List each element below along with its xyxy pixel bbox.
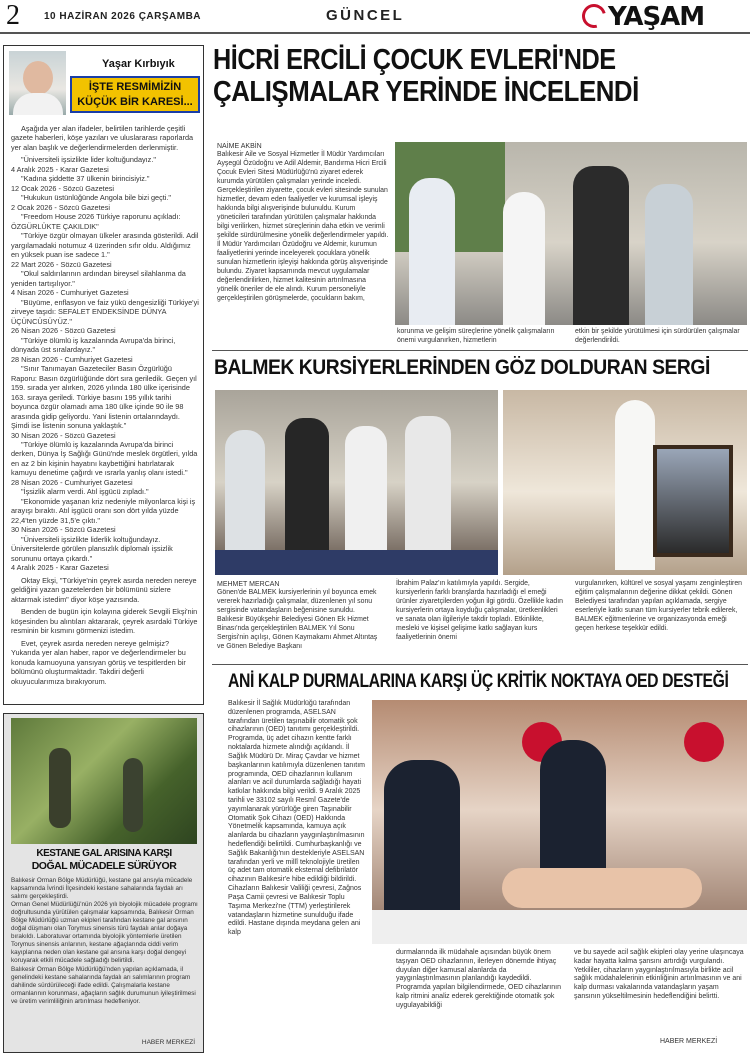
oed-text-right: ve bu sayede acil sağlık ekipleri olay yerine ulaşıncaya kadar hayatta kalma şansını artırdığı vurgulandı. Yetkililer, cihazların yaygınlaştırılmasıyla birlikte acil sağlık müdahalelerinin etkinliğinin artırılmasının ve ani kalp durması vakalarında vatandaşların yaşam şansının yükseltilmesinin hedeflendiğini belirtti.	[574, 949, 744, 1001]
cocuk-byline: NAİME AKBİN	[217, 143, 262, 150]
balmek-col2	[396, 580, 564, 643]
oed-photo	[372, 700, 747, 944]
cocuk-photo	[395, 142, 747, 325]
balmek-col3	[575, 580, 747, 634]
cocuk-body-part3: etkin bir şekilde yürütülmesi için sürdürülen çalışmalar değerlendirildi.	[575, 328, 740, 344]
quote-item: "Türkiye ölümlü iş kazalarında Avrupa'da birinci, dünyada üst sıralardayız." 28 Nisan 2026 - Cumhuriyet Gazetesi	[11, 335, 176, 364]
balmek-text-2: İbrahim Palaz'ın katılımıyla yapıldı. Sergide, kursiyerlerin farklı branşlarda hazırladığı el emeği ürünler ziyaretçilerden yoğun ilgi gördü. Özellikle kadın kursiyerlerin ortaya koyduğu çalışmalar, üretkenlikleri ve sanata olan ilgileriyle takdir topladı. Etkinlikte, mesleki ve kişisel gelişime katkı sağlayan kurs faaliyetlerinin önemi	[396, 580, 563, 641]
gal-photo	[11, 718, 197, 844]
quote-item: "Ekonomide yaşanan kriz nedeniyle milyonlarca kişi iş arayışı bıraktı. Atıl işgücü oranı son dört yılda yüzde 22,4'ten yüzde 31,5'e çıktı." 30 Nisan 2026 - Sözcü Gazetesi	[11, 496, 196, 535]
quote-item: "Freedom House 2026 Türkiye raporunu açıkladı: ÖZGÜRLÜKTE ÇAKILDIK"	[11, 212, 181, 231]
balmek-text-3: vurgulanırken, kültürel ve sosyal yaşamı zenginleştiren eğitim çalışmalarının değerine dikkat çekildi. Gönen Belediyesi tarafından yapılan açıklamada, sergiye eserleriyle katkı sunan tüm kursiyerler tebrik edilerek, BALMEK eğitmenlerine ve organizasyonda emeği geçen herkese teşekkür edildi.	[575, 580, 742, 632]
gal-title	[8, 848, 200, 873]
logo-crescent-icon	[578, 0, 611, 32]
logo-text: YAŞAM	[608, 2, 705, 32]
cocuk-text-col2	[397, 328, 562, 346]
quote-item: "Sınır Tanımayan Gazeteciler Basın Özgürlüğü Raporu: Basın özgürlüğünde dört sıra geriledik. Geçen yıl 159. sırada yer alırken, 2026 yılında 180 ülke içerisinde 163. sıraya geriledi. Türkiye basını 195 yıllık tarihi boyunca özgür olamadı ama 180 ülke içinde 90 ile 98 arasında gidip geliyordu. Yani listenin ortalarındaydı. Şimdi ise listenin sonuna yaklaştık." 30 Nisan 2026 - Sözcü Gazetesi	[11, 364, 197, 440]
quote-item: "Büyüme, enflasyon ve faiz yükü dengesizliği Türkiye'yi zirveye taşıdı: SEFALET ENDEKSİNDE DÜNYA ÜÇÜNCÜSÜYÜZ." 26 Nisan 2026 - Sözcü Gazetesi	[11, 297, 199, 336]
balmek-photo-2	[503, 390, 747, 575]
cocuk-body-part2: korunma ve gelişim süreçlerine yönelik çalışmaların önemi vurgulanırken, hizmetlerin	[397, 328, 555, 344]
cocuk-title-line1: HİCRİ ERCİLİ ÇOCUK EVLERİ'NDE	[213, 44, 616, 76]
balmek-col1	[217, 580, 383, 652]
oed-left-text	[228, 700, 368, 938]
ataturk-portrait	[653, 445, 733, 557]
newspaper-logo	[582, 2, 747, 32]
balmek-text-1: Gönen'de BALMEK kursiyerlerinin yıl boyunca emek vererek hazırladığı çalışmalar, düzenlenen yıl sonu sergisinde vatandaşların beğenisine sunuldu. Balıkesir Büyükşehir Belediyesi Gönen Ek Hizmet Binası'nda gerçekleştirilen BALMEK Yıl Sonu Sergisi'nin açılışı, Gönen Kaymakamı Ahmet Altıntaş ve Gönen Belediye Başkanı	[217, 589, 378, 650]
column-box	[3, 45, 204, 705]
cocuk-body: Balıkesir Aile ve Sosyal Hizmetler İl Müdür Yardımcıları Ayşegül Özüdoğru ve Adil Aldemir, Bandırma Hicri Ercili Çocuk Evleri Sitesi Müdürlüğü'nü ziyaret ederek kurumda yürütülen çalışmaları yerinde inceledi. Gerçekleştirilen ziyarette, çocuk evleri sitesinde sunulan hizmetler, devam eden faaliyetler ve kurumsal işleyiş hakkında bilgi alışverişinde bulunuldu. Kurum yöneticileri tarafından yürütülen çalışmalar hakkında bilgi verilirken, hizmet süreçlerinin daha etkin ve verimli şekilde sürdürülmesine yönelik değerlendirmeler yapıldı. İl Müdür Yardımcıları Özüdoğru ve Aldemir, kurumun faaliyetlerini yerinde inceleyerek çocuklara yönelik sunulan hizmetlerin işleyişi hakkında görüş alışverişinde bulundu. Ziyaret kapsamında mevcut uygulamalar değerlendirilirken, hizmet kalitesinin artırılmasına yönelik öneriler de ele alındı. Kurum personeliyle gerçekleştirilen görüşmelerde, çocukların bakım,	[217, 151, 389, 302]
oed-title: ANİ KALP DURMALARINA KARŞI ÜÇ KRİTİK NOKTAYA OED DESTEĞİ	[228, 671, 729, 692]
gal-paragraph: Balıkesir Orman Bölge Müdürlüğü'nden yapılan açıklamada, il genelindeki kestane sahalarında faydalı arı salımlarının program dahilinde sürdürüleceği ifade edildi. Çalışmalarla kestane ormanlarının korunması, ağaçların sağlık durumunun iyileştirilmesi ve üretim verimliliğinin artırılması hedefleniyor.	[11, 965, 196, 1005]
quote-item: "Türkiye ölümlü iş kazalarında Avrupa'da birinci derken, Dünya İş Sağlığı Günü'nde meslek örgütleri, yılda en az 2 bin kişinin hayatını kaybettiğini hatırlatarak kamuyu denetime çağırdı ve ısrarla yanlış olanı istedi." 28 Nisan 2026 - Cumhuriyet Gazetesi	[11, 439, 198, 487]
oed-text-left: Balıkesir İl Sağlık Müdürlüğü tarafından düzenlenen programda, ASELSAN tarafından üretilen taşınabilir otomatik şok cihazlarının (OED) tanıtımı gerçekleştirildi. Programda, üç adet cihazın kentte farklı noktalarda hizmete alındığı açıklandı. İl Sağlık Müdürü Dr. Miraç Çavdar ve hizmet başkanlarının katılımıyla düzenlenen tanıtım programında, OED cihazlarının kullanım alanları ve acil durumlarda sağladığı hayati katkılar hakkında bilgi verildi. 9 Aralık 2025 tarihli ve 33102 sayılı Resmî Gazete'de yayımlanarak yürürlüğe giren Taşınabilir Otomatik Şok Cihazı (OED) Hakkında Yönetmelik kapsamında, kamuya açık alanlarda bu cihazların yaygınlaştırılmasının hedeflendiği belirtildi. Cumhurbaşkanlığı ve Sağlık Bakanlığı'nın destekleriyle ASELSAN tarafından yerli ve millî teknolojiyle üretilen üç adet tam otomatik eksternal defibrilatör cihazının Balıkesir'e hibe edildiği bildirildi. Cihazların Balıkesir Valiliği çevresi, Zağnos Paşa Camii çevresi ve Balıkesir Toplu Taşıma Merkezi'ne (TTM) yerleştirilerek vatandaşların hizmetine sunulduğu ifade edildi. Hastane dışında meydana gelen ani kalp	[228, 700, 365, 937]
cocuk-headline	[213, 44, 747, 108]
column-body	[11, 124, 199, 686]
author-photo	[9, 51, 66, 115]
header-section: GÜNCEL	[326, 7, 405, 24]
oed-mid-text	[396, 949, 562, 1011]
quote-item: "Okul saldırılarının ardından bireysel silahlanma da yeniden tartışılıyor." 4 Nisan 2026 - Cumhuriyet Gazetesi	[11, 269, 186, 298]
column-title-line2: KÜÇÜK BİR KARESİ...	[77, 96, 193, 108]
oed-right-text	[574, 949, 746, 1002]
column-outro-3: Evet, çeyrek asırda nereden nereye gelmişiz? Yukarıda yer alan haber, rapor ve değerlendirmeler bu konuda kamuoyuna yansıyan görüş ve tespitlerden bir bölümünü oluşturmaktadır. Takdiri değerli okuyucularımıza bırakıyorum.	[11, 638, 186, 686]
column-title-line1: İŞTE RESMİMİZİN	[88, 81, 182, 93]
divider	[212, 350, 748, 351]
balmek-title: BALMEK KURSİYERLERİNDEN GÖZ DOLDURAN SERGİ	[214, 356, 710, 379]
balmek-photo-1	[215, 390, 498, 575]
oed-signature: HABER MERKEZİ	[660, 1038, 718, 1045]
balmek-byline: MEHMET MERCAN	[217, 581, 280, 588]
column-outro-1: Oktay Ekşi, "Türkiye'nin çeyrek asırda nereden nereye geldiğini yazan gazetelerden bir bölümünü sizlere aktarmak istedim" diyor köşe yazısında.	[11, 575, 197, 604]
gal-paragraph: Balıkesir Orman Bölge Müdürlüğü, kestane gal arısıyla mücadele kapsamında İvrindi İlçesindeki kestane sahalarında faydalı arı salımı gerçekleştirdi.	[11, 877, 193, 901]
column-author: Yaşar Kırbıyık	[102, 58, 175, 70]
gal-title-line1: KESTANE GAL ARISINA KARŞI	[36, 848, 172, 859]
column-intro: Aşağıda yer alan ifadeler, belirtilen tarihlerde çeşitli gazete haberleri, köşe yazıları ve uluslararası raporlarda yer alan başlık ve değerlendirmelerden derlenmiştir.	[11, 124, 194, 152]
gal-body	[11, 877, 199, 1006]
column-title-box	[70, 76, 200, 113]
divider	[212, 664, 748, 665]
quote-item: "Kadına şiddette 37 ülkenin birincisiyiz." 12 Ocak 2026 - Sözcü Gazetesi	[11, 174, 150, 193]
cocuk-title-line2: ÇALIŞMALAR YERİNDE İNCELENDİ	[213, 76, 639, 108]
gal-signature: HABER MERKEZİ	[141, 1039, 195, 1046]
quote-item: "Türkiye özgür olmayan ülkeler arasında gösterildi. Adil yargılamadaki notumuz 4 üzerinden sıfır oldu. Aldığımız en yüksek puan ise sadece 1." 22 Mart 2026 - Sözcü Gazetesi	[11, 231, 199, 269]
quote-item: "Üniversiteli işsizlikte liderlik koltuğundayız. Üniversitelerde görülen plansızlık diplomalı işsizlik sorununu ortaya çıkardı." 4 Aralık 2025 - Karar Gazetesi	[11, 534, 173, 573]
column-quote-list	[11, 155, 199, 572]
gal-paragraph: Orman Genel Müdürlüğü'nün 2026 yılı biyolojik mücadele programı doğrultusunda yürütülen çalışmalar kapsamında, Balıkesir Orman Bölge Müdürlüğü uzman ekipleri tarafından kestane gal arısının doğal düşmanı olan Torymus sinensis türü faydalı arılar doğaya bırakıldı. Laboratuvar ortamında biyolojik yöntemlerle üretilen Torymus sinensis arılarının, kestane ağaçlarında ciddi verim kayıplarına neden olan kestane gal arısına karşı doğal dengeyi koruyarak etkili mücadele sağladığı belirtildi.	[11, 901, 198, 965]
quote-item: "Hukukun üstünlüğünde Angola bile bizi geçti." 2 Ocak 2026 - Sözcü Gazetesi	[11, 193, 172, 212]
page-number: 2	[6, 0, 20, 31]
page-header	[0, 0, 750, 34]
quote-item: "Üniversiteli işsizlikte lider koltuğundayız." 4 Aralık 2025 - Karar Gazetesi	[11, 155, 156, 174]
gal-title-line2: DOĞAL MÜCADELE SÜRÜYOR	[31, 860, 177, 872]
quote-item: "İşsizlik alarm verdi. Atıl işgücü zıpladı."	[21, 487, 149, 497]
cocuk-text	[217, 142, 389, 304]
oed-text-mid: durmalarında ilk müdahale açısından büyük önem taşıyan OED cihazlarının, ilerleyen dönemde ihtiyaç duyulan diğer kamusal alanlarda da yaygınlaştırılmasının planlandığı kaydedildi. Programda yapılan bilgilendirmede, OED cihazlarının kalp ritmini analiz ederek gerektiğinde otomatik şok uygulayabildiği	[396, 949, 561, 1009]
header-rule	[0, 32, 750, 34]
gal-box	[3, 713, 204, 1053]
header-date: 10 HAZİRAN 2026 ÇARŞAMBA	[44, 11, 202, 22]
column-outro-2: Benden de bugün için kolayına giderek Sevgili Ekşi'nin köşesinden bu alıntıları aktararak, çeyrek asırdaki Türkiye resminin bir kısmını görmenizi istedim.	[11, 607, 198, 636]
cocuk-text-col3	[575, 328, 745, 346]
